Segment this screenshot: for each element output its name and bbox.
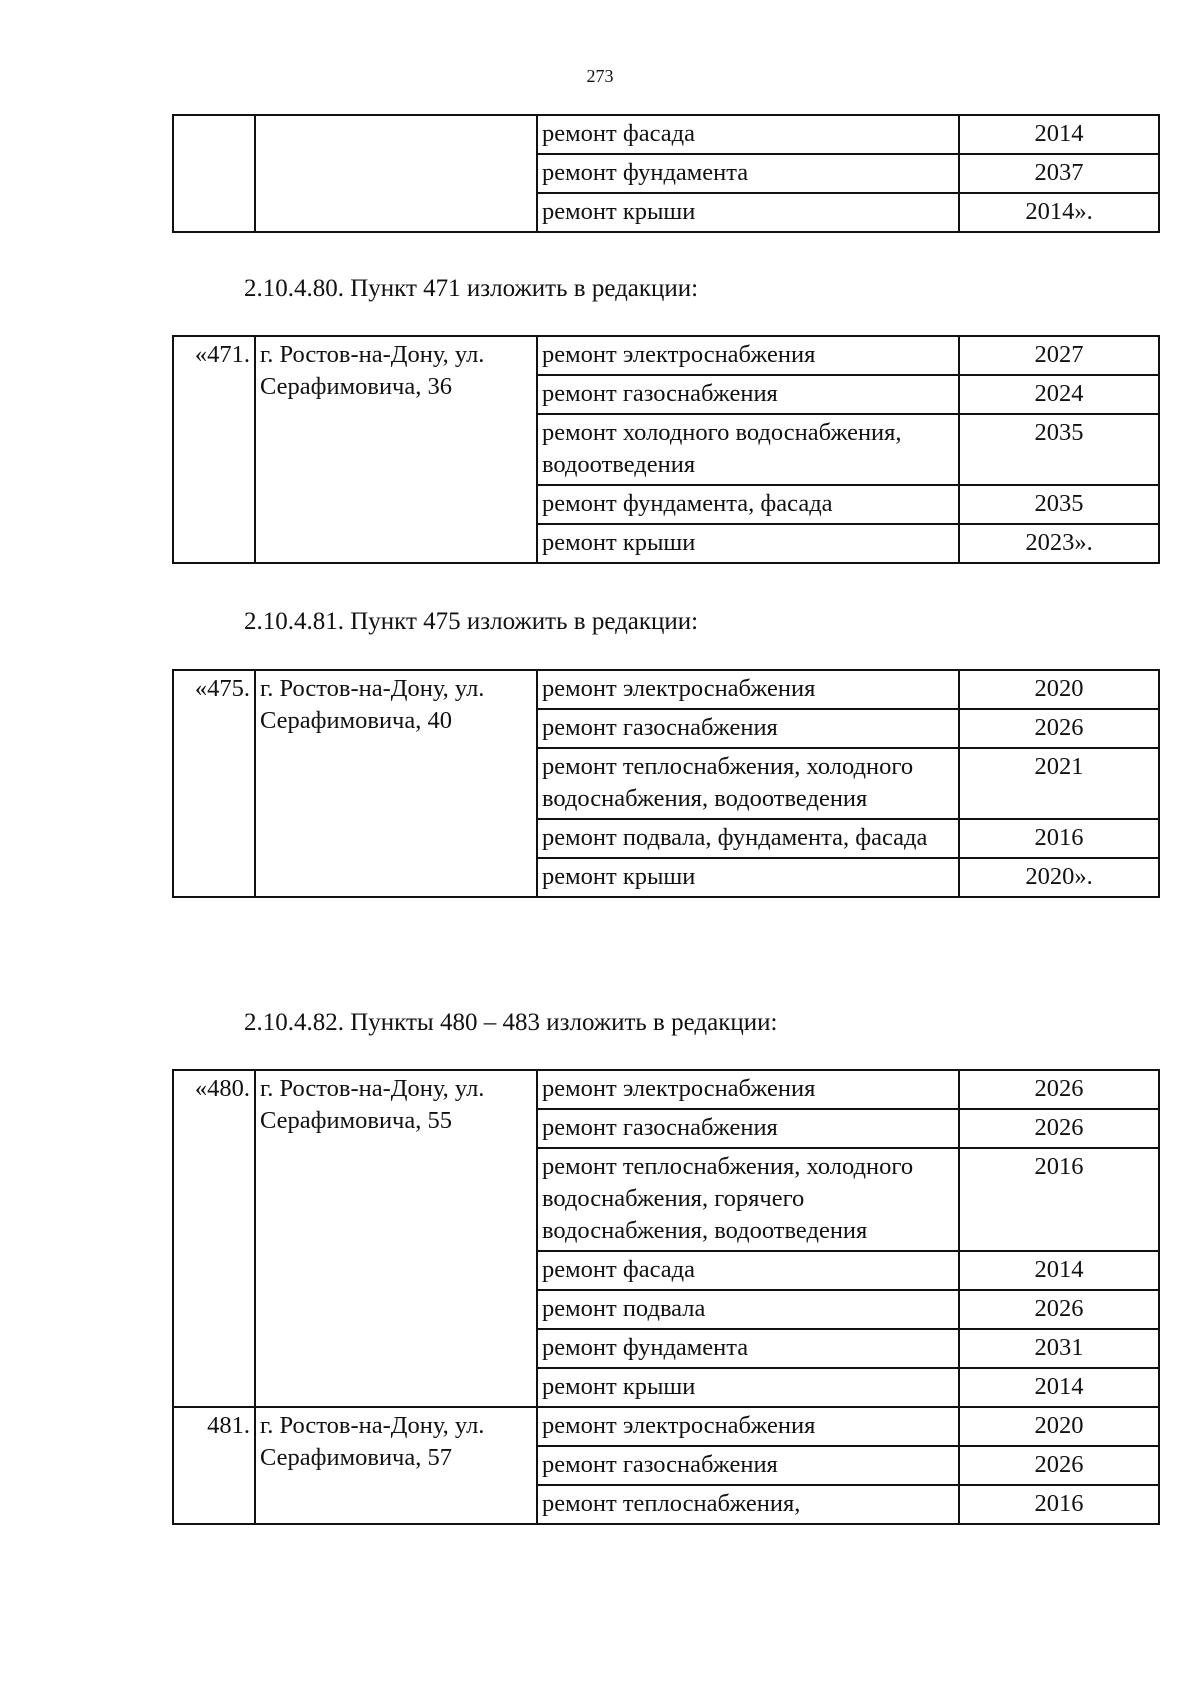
year-cell: 2020: [959, 670, 1159, 709]
item-number-cell: «480.: [173, 1070, 255, 1407]
year-cell: 2031: [959, 1329, 1159, 1368]
year-cell: 2027: [959, 336, 1159, 375]
year-cell: 2026: [959, 1290, 1159, 1329]
work-cell: ремонт крыши: [537, 524, 959, 563]
address-cell: г. Ростов-на-Дону, ул. Серафимовича, 40: [255, 670, 537, 897]
year-cell: 2035: [959, 485, 1159, 524]
item-number-cell: «475.: [173, 670, 255, 897]
page-number: 273: [586, 66, 614, 86]
work-cell: ремонт фундамента: [537, 1329, 959, 1368]
year-cell: 2026: [959, 1109, 1159, 1148]
work-cell: ремонт подвала: [537, 1290, 959, 1329]
work-cell: ремонт теплоснабжения, холодного водоснабжения, водоотведения: [537, 748, 959, 819]
item-table-471: [172, 335, 1160, 564]
year-cell: 2014: [959, 1251, 1159, 1290]
item-number-cell: 481.: [173, 1407, 255, 1524]
item-table-480-483: [172, 1069, 1160, 1525]
work-cell: ремонт крыши: [537, 858, 959, 897]
work-cell: ремонт газоснабжения: [537, 1109, 959, 1148]
work-cell: ремонт газоснабжения: [537, 709, 959, 748]
address-cell: [255, 115, 537, 232]
work-cell: ремонт холодного водоснабжения, водоотведения: [537, 414, 959, 485]
year-cell: 2014».: [959, 193, 1159, 232]
year-cell: 2014: [959, 1368, 1159, 1407]
work-cell: ремонт теплоснабжения,: [537, 1485, 959, 1524]
table-row: [173, 1407, 1159, 1446]
work-cell: ремонт фасада: [537, 115, 959, 154]
year-cell: 2014: [959, 115, 1159, 154]
year-cell: 2021: [959, 748, 1159, 819]
work-cell: ремонт газоснабжения: [537, 375, 959, 414]
section-heading-475: 2.10.4.81. Пункт 475 изложить в редакции:: [244, 608, 699, 635]
continuation-table: [172, 114, 1160, 233]
address-cell: г. Ростов-на-Дону, ул. Серафимовича, 55: [255, 1070, 537, 1407]
year-cell: 2026: [959, 1070, 1159, 1109]
item-table-475: [172, 669, 1160, 898]
item-number-cell: «471.: [173, 336, 255, 563]
year-cell: 2026: [959, 709, 1159, 748]
work-cell: ремонт электроснабжения: [537, 336, 959, 375]
work-cell: ремонт крыши: [537, 193, 959, 232]
work-cell: ремонт крыши: [537, 1368, 959, 1407]
item-number-cell: [173, 115, 255, 232]
year-cell: 2020».: [959, 858, 1159, 897]
section-heading-471: 2.10.4.80. Пункт 471 изложить в редакции:: [244, 275, 699, 302]
work-cell: ремонт электроснабжения: [537, 1070, 959, 1109]
year-cell: 2016: [959, 1485, 1159, 1524]
work-cell: ремонт теплоснабжения, холодного водоснабжения, горячего водоснабжения, водоотведения: [537, 1148, 959, 1251]
year-cell: 2037: [959, 154, 1159, 193]
address-cell: г. Ростов-на-Дону, ул. Серафимовича, 36: [255, 336, 537, 563]
work-cell: ремонт фундамента, фасада: [537, 485, 959, 524]
work-cell: ремонт фасада: [537, 1251, 959, 1290]
year-cell: 2024: [959, 375, 1159, 414]
table-row: [173, 115, 1159, 154]
year-cell: 2020: [959, 1407, 1159, 1446]
year-cell: 2035: [959, 414, 1159, 485]
section-heading-480-483: 2.10.4.82. Пункты 480 – 483 изложить в редакции:: [244, 1009, 778, 1036]
work-cell: ремонт газоснабжения: [537, 1446, 959, 1485]
work-cell: ремонт фундамента: [537, 154, 959, 193]
table-row: [173, 670, 1159, 709]
table-row: [173, 1070, 1159, 1109]
table-row: [173, 336, 1159, 375]
work-cell: ремонт электроснабжения: [537, 1407, 959, 1446]
work-cell: ремонт подвала, фундамента, фасада: [537, 819, 959, 858]
year-cell: 2016: [959, 1148, 1159, 1251]
work-cell: ремонт электроснабжения: [537, 670, 959, 709]
year-cell: 2026: [959, 1446, 1159, 1485]
year-cell: 2023».: [959, 524, 1159, 563]
year-cell: 2016: [959, 819, 1159, 858]
address-cell: г. Ростов-на-Дону, ул. Серафимовича, 57: [255, 1407, 537, 1524]
